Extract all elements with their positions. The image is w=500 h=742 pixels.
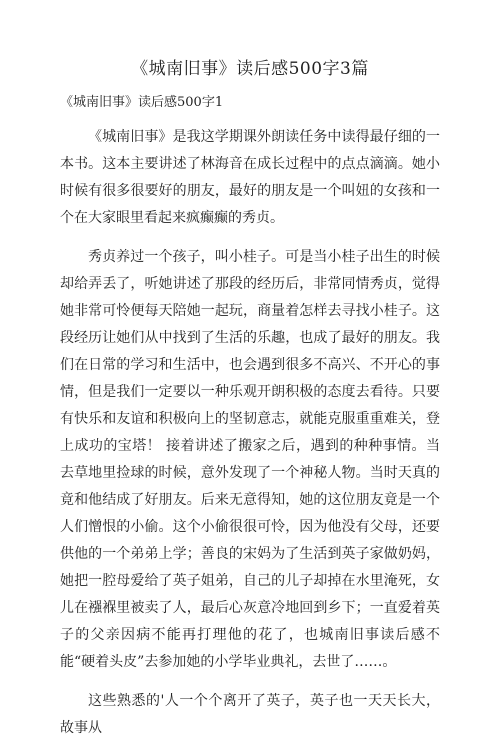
paragraph-2: 秀贞养过一个孩子，叫小桂子。可是当小桂子出生的时候却给弄丢了，听她讲述了那段的经历后，非常同情秀贞，觉得她非常可怜便每天陪她一起玩，商量着怎样去寻找小桂子。这段经历让她们从中找到了生活的乐趣，也成了最好的朋友。我们在日常的学习和生活中，也会遇到很多不高兴、不开心的事情，但是我们一定要以一种乐观开朗积极的态度去看待。只要有快乐和友谊和积极向上的坚韧意志，就能克服重重难关，登上成功的宝塔！ 接着讲述了搬家之后，遇到的种种事情。当去草地里捡球的时候，意外发现了一个神秘人物。当时天真的竟和他结成了好朋友。后来无意得知，她的这位朋友竟是一个人们憎恨的小偷。这个小偷很很可怜，因为他没有父母，还要供他的一个弟弟上学；善良的宋妈为了生活到英子家做奶妈，她把一腔母爱给了英子姐弟，自己的儿子却掉在水里淹死，女儿在襁褓里被卖了人，最后心灰意冷地回到乡下；一直爱着英子的父亲因病不能再打理他的花了，也城南旧事读后感不能“硬着头皮”去参加她的小学毕业典礼，去世了……。 xyxy=(60,249,440,670)
paragraph-1: 《城南旧事》是我这学期课外朗读任务中读得最仔细的一本书。这本主要讲述了林海音在成长过程中的点点滴滴。她小时候有很多很要好的朋友，最好的朋友是一个叫妞的女孩和一个在大家眼里看起来疯癫癫的秀贞。 xyxy=(60,129,440,226)
document-title: 《城南旧事》读后感500字3篇 xyxy=(131,59,369,79)
section-heading: 《城南旧事》读后感500字1 xyxy=(60,95,224,110)
paragraph-3: 这些熟悉的'人一个个离开了英子，英子也一天天长大，故事从 xyxy=(60,693,440,736)
